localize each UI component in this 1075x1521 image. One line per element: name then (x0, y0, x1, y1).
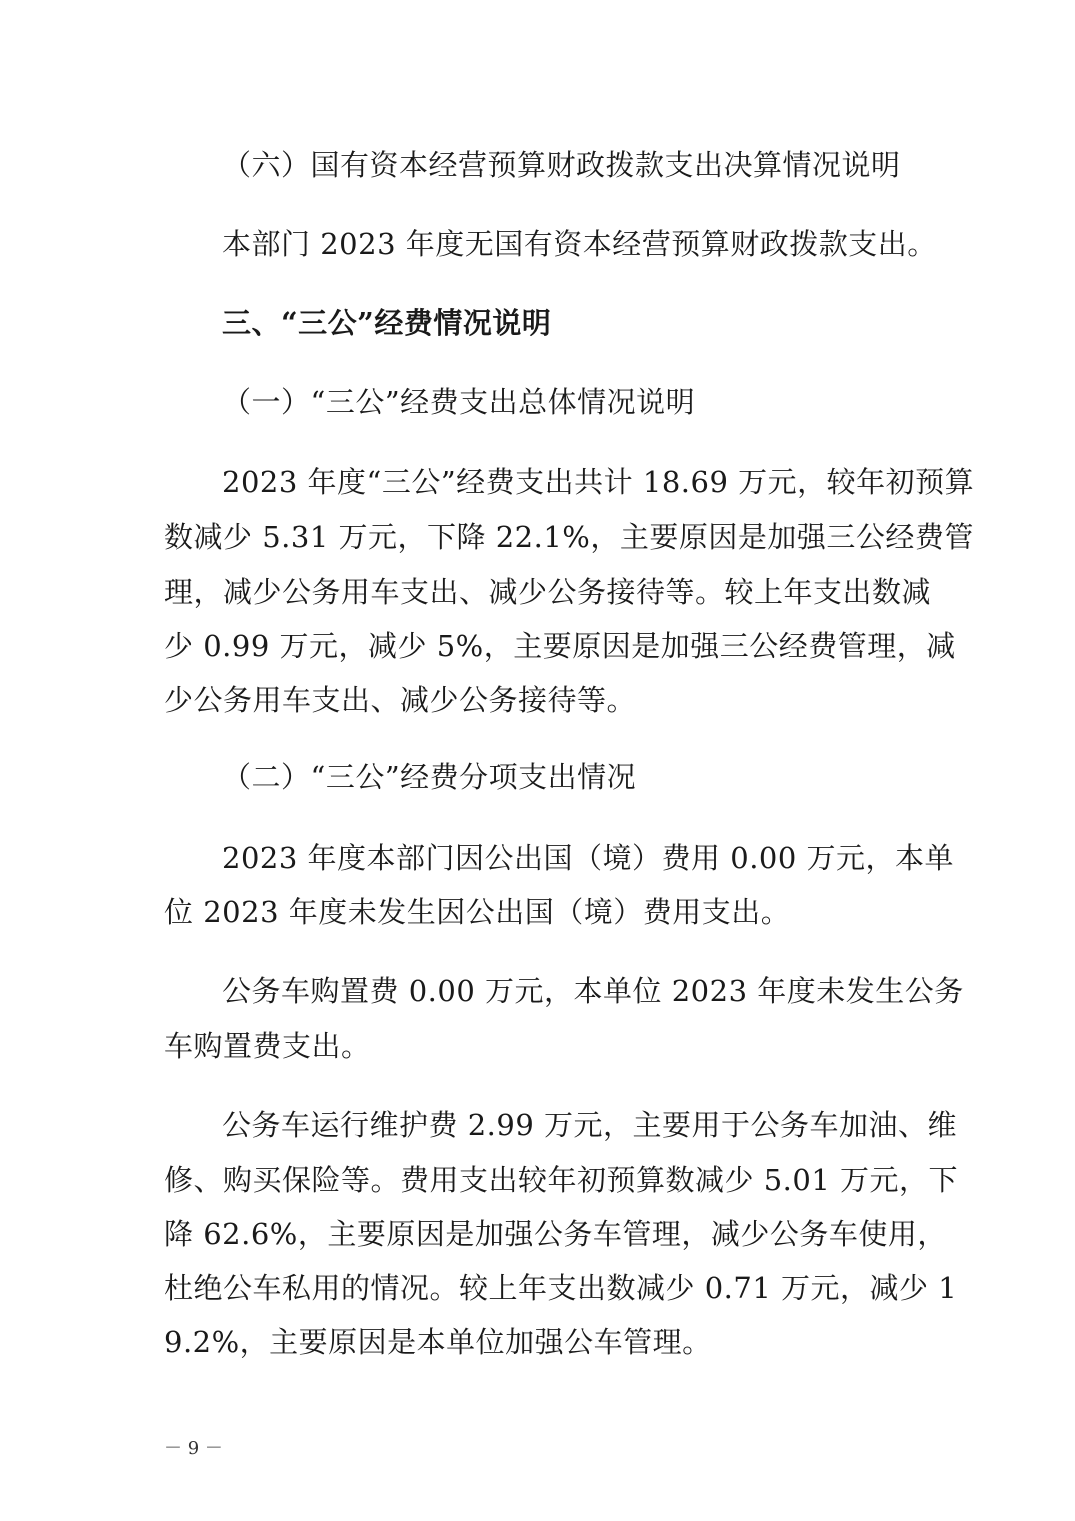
heading-three-public-expenses: 三、“三公”经费情况说明 (222, 306, 552, 340)
paragraph-line: 理，减少公务用车支出、减少公务接待等。较上年支出数减 (164, 575, 932, 609)
paragraph-line: 9.2%，主要原因是本单位加强公车管理。 (164, 1325, 712, 1359)
heading-overall-situation: （一）“三公”经费支出总体情况说明 (222, 385, 696, 419)
paragraph-line: 位 2023 年度未发生因公出国（境）费用支出。 (164, 895, 791, 929)
paragraph-line: 数减少 5.31 万元，下降 22.1%，主要原因是加强三公经费管 (164, 520, 974, 554)
paragraph-line: 少公务用车支出、减少公务接待等。 (164, 683, 637, 717)
paragraph-line: 车购置费支出。 (164, 1029, 371, 1063)
heading-itemized-expenses: （二）“三公”经费分项支出情况 (222, 760, 637, 794)
paragraph-line: 修、购买保险等。费用支出较年初预算数减少 5.01 万元，下 (164, 1163, 959, 1197)
paragraph-line: 2023 年度本部门因公出国（境）费用 0.00 万元，本单 (222, 841, 955, 875)
paragraph-line: 公务车购置费 0.00 万元，本单位 2023 年度未发生公务 (222, 974, 964, 1008)
page-number: － 9 － (164, 1438, 223, 1459)
paragraph-line: 杜绝公车私用的情况。较上年支出数减少 0.71 万元，减少 1 (164, 1271, 958, 1305)
paragraph-line: 2023 年度“三公”经费支出共计 18.69 万元，较年初预算 (222, 465, 975, 499)
paragraph-line: 公务车运行维护费 2.99 万元，主要用于公务车加油、维 (222, 1108, 958, 1142)
paragraph-line: 降 62.6%，主要原因是加强公务车管理，减少公务车使用， (164, 1217, 947, 1251)
heading-state-capital-budget: （六）国有资本经营预算财政拨款支出决算情况说明 (222, 148, 901, 182)
paragraph-line: 少 0.99 万元，减少 5%，主要原因是加强三公经费管理，减 (164, 629, 956, 663)
paragraph-no-state-capital: 本部门 2023 年度无国有资本经营预算财政拨款支出。 (222, 227, 937, 261)
